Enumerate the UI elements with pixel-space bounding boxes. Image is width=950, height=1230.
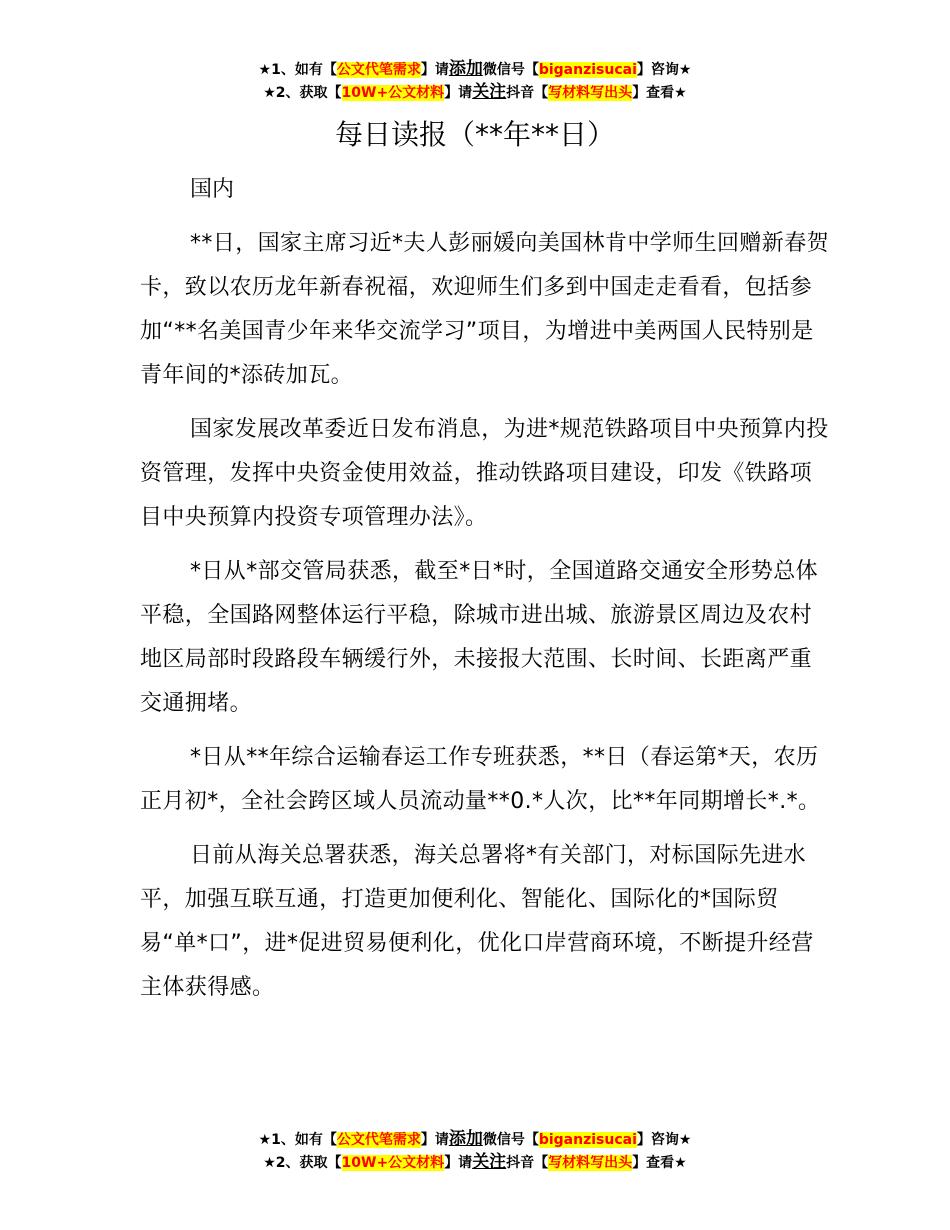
news-paragraph: *日从**年综合运输春运工作专班获悉，**日（春运第*天，农历正月初*，全社会跨区域人员流动量**0.*人次，比**年同期增长*.*。	[140, 745, 821, 814]
promo-text: 抖音【	[506, 85, 549, 101]
top-promo-banner	[0, 58, 950, 104]
promo-text: ★1、如有【	[258, 1132, 337, 1148]
news-paragraph: 国家发展改革委近日发布消息，为进*规范铁路项目中央预算内投资管理，发挥中央资金使用效益，推动铁路项目建设，印发《铁路项目中央预算内投资专项管理办法》。	[140, 417, 829, 530]
promo-text: 抖音【	[506, 1155, 549, 1171]
promo-text: ★2、获取【	[263, 1155, 342, 1171]
promo-emphasis: 添加	[448, 59, 483, 79]
document-body	[140, 168, 830, 1020]
promo-highlight: 写材料写出头	[548, 1155, 633, 1171]
document-title: 每日读报（**年**日）	[334, 118, 615, 151]
promo-line-1	[0, 58, 950, 81]
promo-text: ★2、获取【	[263, 85, 342, 101]
promo-text: 】请	[420, 1132, 449, 1148]
promo-text: 】请	[444, 85, 473, 101]
promo-highlight: 公文代笔需求	[336, 62, 421, 78]
promo-line-2	[0, 1151, 950, 1174]
promo-highlight: 写材料写出头	[548, 85, 633, 101]
promo-text: 微信号【	[482, 62, 539, 78]
news-paragraph: *日从*部交管局获悉，截至*日*时，全国道路交通安全形势总体平稳，全国路网整体运行平稳，除城市进出城、旅游景区周边及农村地区局部时段路段车辆缓行外，未接报大范围、长时间、长距离严重交通拥堵。	[140, 559, 819, 716]
news-paragraph: 日前从海关总署获悉，海关总署将*有关部门，对标国际先进水平，加强互联互通，打造更加便利化、智能化、国际化的*国际贸易“单*口”，进*促进贸易便利化，优化口岸营商环境，不断提升经营主体获得感。	[140, 843, 814, 1000]
promo-text: 】请	[420, 62, 449, 78]
promo-text: 微信号【	[482, 1132, 539, 1148]
promo-text: ★1、如有【	[258, 62, 337, 78]
promo-text: 】查看★	[632, 1155, 687, 1171]
promo-emphasis: 关注	[472, 1152, 507, 1172]
promo-highlight: 10W+公文材料	[341, 1155, 445, 1171]
promo-highlight: biganzisucai	[538, 1132, 637, 1148]
promo-emphasis: 关注	[472, 82, 507, 102]
promo-highlight: biganzisucai	[538, 62, 637, 78]
section-heading: 国内	[190, 177, 235, 202]
promo-text: 】咨询★	[636, 62, 692, 78]
promo-highlight: 公文代笔需求	[336, 1132, 421, 1148]
news-paragraph: **日，国家主席习近*夫人彭丽媛向美国林肯中学师生回赠新春贺卡，致以农历龙年新春祝福，欢迎师生们多到中国走走看看，包括参加“**名美国青少年来华交流学习”项目，为增进中美两国人民特别是青年间的*添砖加瓦。	[140, 231, 830, 388]
promo-highlight: 10W+公文材料	[341, 85, 445, 101]
promo-text: 】请	[444, 1155, 473, 1171]
bottom-promo-banner	[0, 1128, 950, 1174]
promo-line-2	[0, 81, 950, 104]
promo-line-1	[0, 1128, 950, 1151]
promo-text: 】咨询★	[636, 1132, 692, 1148]
promo-emphasis: 添加	[448, 1129, 483, 1149]
promo-text: 】查看★	[632, 85, 687, 101]
